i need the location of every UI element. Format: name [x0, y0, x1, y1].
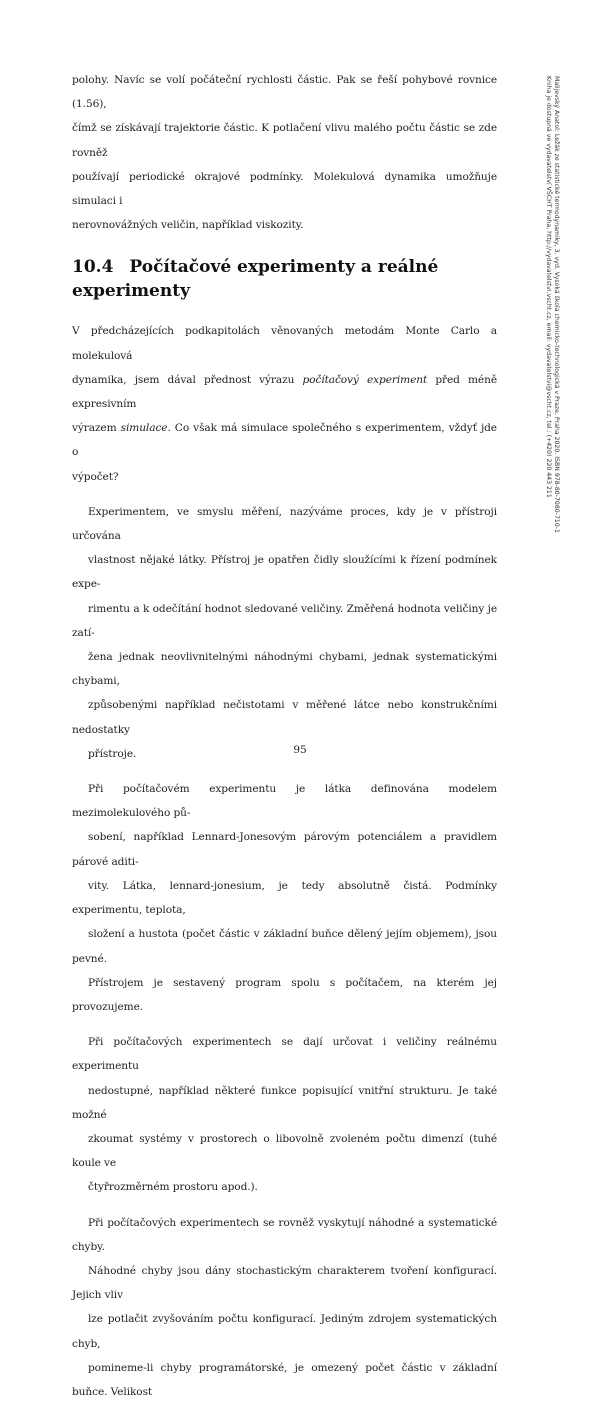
side-note-line: Kniha je dostupná ve vydavatelství VŠCHT Praha, http://vydavatelstvi.vscht.cz, email: vydavatelstvi@vscht.cz, tel.: (+420) 220 443 211 [545, 76, 552, 498]
paragraph [72, 319, 497, 488]
text-line: výpočet? [72, 470, 119, 483]
text-line: žena jednak neovlivnitelnými náhodnými chybami, jednak systematickými chybami, [72, 651, 497, 688]
text-run: před méně expresivním [72, 373, 497, 411]
paragraph-gap [72, 766, 497, 777]
text-line: čtyřrozměrném prostoru apod.). [88, 1181, 258, 1194]
text-run: . Co však má simulace společného s experimentem, vždyť jde o [72, 422, 497, 459]
text-line: pomineme-li chyby programátorské, je omezený počet částic v základní buňce. Velikost [72, 1361, 497, 1398]
paragraph [72, 68, 497, 237]
emphasis-term: počítačový experiment [302, 373, 428, 386]
text-line: Náhodné chyby jsou dány stochastickým charakterem tvoření konfigurací. Jejich vliv [72, 1264, 497, 1302]
text-line: Při počítačovém experimentu je látka definována modelem mezimolekulového pů- [72, 783, 497, 820]
page-number: 95 [293, 744, 307, 756]
text-line: sobení, například Lennard-Jonesovým párovým potenciálem a pravidlem párové aditi- [72, 831, 497, 868]
text-line: Přístrojem je sestavený program spolu s počítačem, na kterém jej provozujeme. [72, 976, 497, 1013]
text-line: nerovnovážných veličin, například viskozity. [72, 219, 304, 232]
emphasis-term: simulace [120, 422, 168, 435]
text-line [72, 368, 497, 416]
section-title: Počítačové experimenty a reálné experimenty [72, 257, 439, 302]
paragraph [72, 1030, 497, 1199]
text-run: výrazem [72, 422, 121, 435]
paragraph [72, 500, 497, 766]
text-line: používají periodické okrajové podmínky. Molekulová dynamika umožňuje simulaci i [72, 170, 497, 208]
text-line: vity. Látka, lennard-jonesium, je tedy absolutně čistá. Podmínky experimentu, teplota, [72, 879, 497, 917]
text-line: nedostupné, například některé funkce popisující vnitřní strukturu. Je také možné [72, 1084, 497, 1121]
text-line: složení a hustota (počet částic v základní buňce dělený jejím objemem), jsou pevné. [72, 928, 497, 965]
text-line: polohy. Navíc se volí počáteční rychlosti částic. Pak se řeší pohybové rovnice (1.56), [72, 74, 497, 111]
paragraph-gap [72, 489, 497, 500]
paragraph [72, 777, 497, 1019]
paragraph [72, 1211, 497, 1404]
text-line: lze potlačit zvyšováním počtu konfigurací. Jediným zdrojem systematických chyb, [72, 1313, 497, 1350]
section-number: 10.4 [72, 257, 114, 278]
text-run: dynamika, jsem dával přednost výrazu [72, 373, 303, 386]
page-content [72, 68, 497, 1404]
side-note-text [544, 76, 560, 546]
text-line [72, 416, 497, 464]
side-note-line: Malijevský Anatol: Ležák ze statistické termodynamiky, 3. vyd. Vysoká škola chemicko-technologická v Praze, Praha 2020. ISBN 978-80-7080-710-1 [553, 76, 560, 533]
text-line: vlastnost nějaké látky. Přístroj je opatřen čidly sloužícími k řízení podmínek expe- [72, 554, 497, 591]
paragraph-gap [72, 1200, 497, 1211]
text-line: rimentu a k odečítání hodnot sledované veličiny. Změřená hodnota veličiny je zatí- [72, 602, 497, 639]
text-line: V předcházejících podkapitolách věnovaných metodám Monte Carlo a molekulová [72, 325, 497, 362]
section-heading [72, 255, 497, 303]
text-line: Při počítačových experimentech se rovněž vyskytují náhodné a systematické chyby. [72, 1216, 497, 1253]
text-line: Při počítačových experimentech se dají určovat i veličiny reálnému experimentu [72, 1036, 497, 1073]
text-line: způsobenými například nečistotami v měřené látce nebo konstrukčními nedostatky [72, 699, 497, 736]
text-line: čímž se získávají trajektorie částic. K potlačení vlivu malého počtu částic se zde rovněž [72, 122, 497, 159]
text-line: zkoumat systémy v prostorech o libovolně zvoleném počtu dimenzí (tuhé koule ve [72, 1132, 497, 1170]
paragraph-gap [72, 1019, 497, 1030]
text-line: přístroje. [88, 747, 137, 760]
copyright-side-note [520, 76, 560, 533]
text-line: Experimentem, ve smyslu měření, nazýváme proces, kdy je v přístroji určována [72, 505, 497, 543]
